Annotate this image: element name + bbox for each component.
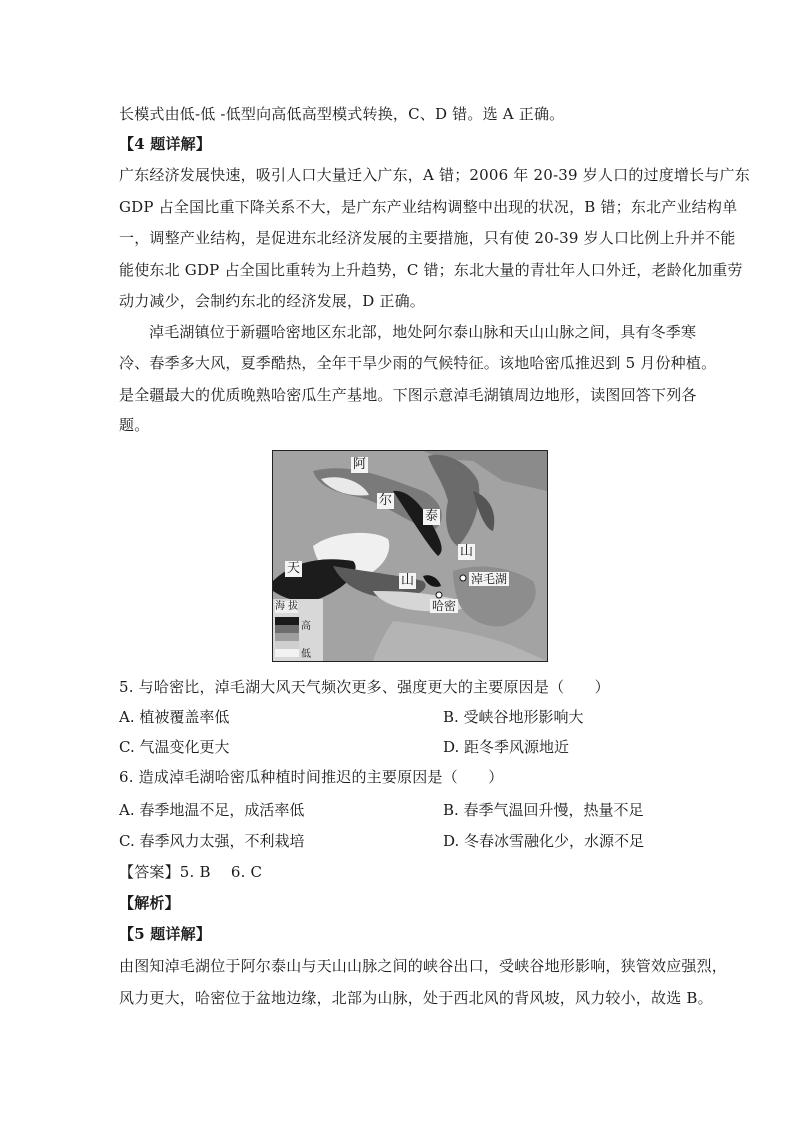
intro-paragraph: 淖毛湖镇位于新疆哈密地区东北部，地处阿尔泰山脉和天山山脉之间，具有冬季寒: [149, 323, 697, 341]
town-label-naomaohu: 淖毛湖: [471, 572, 508, 586]
town-label-hami: 哈密: [432, 599, 457, 613]
terrain-map-graphic: [273, 451, 547, 661]
option-6a: A. 春季地温不足，成活率低: [119, 801, 305, 819]
option-6b: B. 春季气温回升慢，热量不足: [443, 801, 644, 819]
legend-high-label: 高: [301, 621, 311, 632]
map-label-tian: 天: [287, 561, 301, 576]
text-line: GDP 占全国比重下降关系不大，是广东产业结构调整中出现的状况，B 错；东北产业结构单: [119, 198, 738, 216]
text-line: 长模式由低-低 -低型向高低高型模式转换，C、D 错。选 A 正确。: [119, 105, 565, 123]
map-label-tai: 泰: [425, 509, 439, 524]
option-5d: D. 距冬季风源地近: [443, 738, 570, 756]
text-line: 一，调整产业结构，是促进东北经济发展的主要措施，只有使 20-39 岁人口比例上升并不能: [119, 229, 736, 247]
intro-paragraph: 冷、春季多大风，夏季酷热，全年干旱少雨的气候特征。该地哈密瓜推迟到 5 月份种植。: [119, 354, 717, 372]
text-line: 能使东北 GDP 占全国比重转为上升趋势，C 错；东北大量的青壮年人口外迁，老龄化加重劳: [119, 261, 743, 279]
section-heading-q4: 【4 题详解】: [119, 135, 212, 153]
question-6: 6. 造成淖毛湖哈密瓜种植时间推迟的主要原因是（ ）: [119, 768, 504, 786]
legend-title: 海 拔: [275, 601, 299, 612]
text-line: 动力减少，会制约东北的经济发展，D 正确。: [119, 292, 425, 310]
text-line: 由图知淖毛湖位于阿尔泰山与天山山脉之间的峡谷出口，受峡谷地形影响，狭管效应强烈，: [119, 957, 728, 975]
section-heading-q5: 【5 题详解】: [119, 925, 212, 943]
map-label-er: 尔: [379, 493, 393, 508]
option-6c: C. 春季风力太强，不利栽培: [119, 832, 305, 850]
map-label-a: 阿: [353, 457, 367, 472]
intro-paragraph: 题。: [119, 416, 150, 434]
text-line: 风力更大，哈密位于盆地边缘，北部为山脉，处于西北风的背风坡，风力较小，故选 B。: [119, 989, 713, 1007]
question-5: 5. 与哈密比，淖毛湖大风天气频次更多、强度更大的主要原因是（ ）: [119, 678, 610, 696]
option-5a: A. 植被覆盖率低: [119, 708, 230, 726]
option-5b: B. 受峡谷地形影响大: [443, 708, 584, 726]
terrain-map: [272, 450, 548, 662]
map-label-shan-tianshan: 山: [401, 573, 415, 588]
answer-line: 【答案】5. B 6. C: [119, 863, 263, 881]
option-5c: C. 气温变化更大: [119, 738, 230, 756]
legend-low-label: 低: [301, 649, 311, 660]
analysis-heading: 【解析】: [119, 894, 180, 912]
text-line: 广东经济发展快速，吸引人口大量迁入广东，A 错；2006 年 20-39 岁人口的过度增长与广东: [119, 166, 750, 184]
option-6d: D. 冬春冰雪融化少，水源不足: [443, 832, 645, 850]
intro-paragraph: 是全疆最大的优质晚熟哈密瓜生产基地。下图示意淖毛湖镇周边地形，读图回答下列各: [119, 386, 697, 404]
map-label-shan-altai: 山: [460, 544, 474, 559]
